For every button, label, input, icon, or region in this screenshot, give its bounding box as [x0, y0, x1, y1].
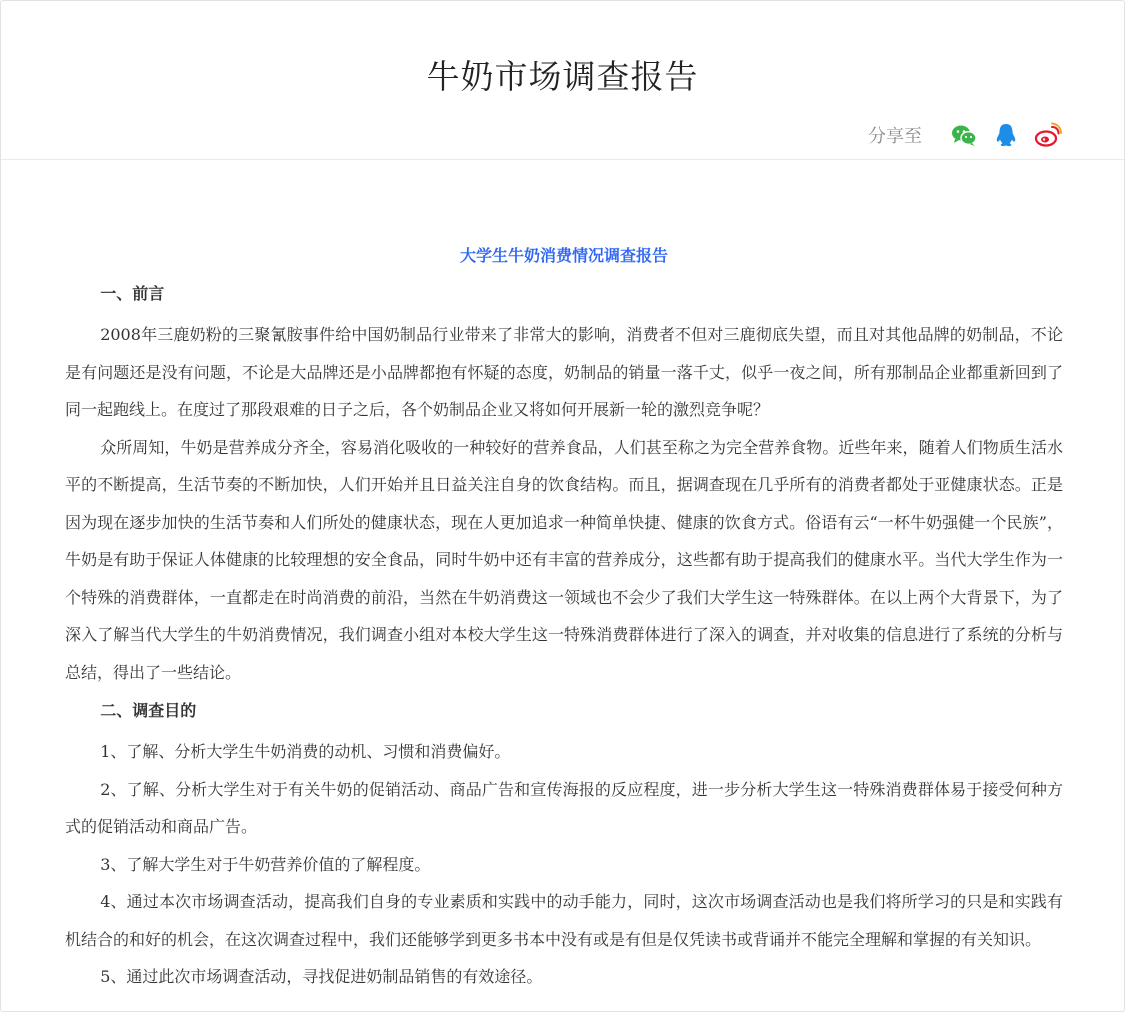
paragraph: 众所周知，牛奶是营养成分齐全，容易消化吸收的一种较好的营养食品，人们甚至称之为完全营养食物。近些年来，随着人们物质生活水平的不断提高，生活节奏的不断加快，人们开始并且日益关注自身的饮食结构。而且，据调查现在几乎所有的消费者都处于亚健康状态。正是因为现在逐步加快的生活节奏和人们所处的健康状态，现在人更加追求一种简单快捷、健康的饮食方式。俗语有云“一杯牛奶强健一个民族”，牛奶是有助于保证人体健康的比较理想的安全食品，同时牛奶中还有丰富的营养成分，这些都有助于提高我们的健康水平。当代大学生作为一个特殊的消费群体，一直都走在时尚消费的前沿，当然在牛奶消费这一领域也不会少了我们大学生这一特殊群体。在以上两个大背景下，为了深入了解当代大学生的牛奶消费情况，我们调查小组对本校大学生这一特殊消费群体进行了深入的调查，并对收集的信息进行了系统的分析与总结，得出了一些结论。 — [65, 437, 1063, 682]
paragraph: 3、了解大学生对于牛奶营养价值的了解程度。 — [100, 854, 431, 874]
section-heading-purpose: 二、调查目的 — [100, 701, 197, 720]
article-body — [65, 241, 1063, 996]
paragraph: 2、了解、分析大学生对于有关牛奶的促销活动、商品广告和宣传海报的反应程度，进一步分析大学生这一特殊消费群体易于接受何种方式的促销活动和商品广告。 — [65, 779, 1063, 836]
wechat-icon[interactable] — [950, 121, 978, 149]
document-title: 大学生牛奶消费情况调查报告 — [459, 246, 668, 265]
article-header — [1, 1, 1124, 160]
share-bar — [868, 121, 1062, 149]
paragraph: 5、通过此次市场调查活动，寻找促进奶制品销售的有效途径。 — [100, 967, 543, 986]
section-heading-preface: 一、前言 — [100, 284, 165, 303]
page-title: 牛奶市场调查报告 — [426, 57, 699, 96]
paragraph: 1、了解、分析大学生牛奶消费的动机、习惯和消费偏好。 — [100, 742, 511, 761]
weibo-icon[interactable] — [1034, 121, 1062, 149]
paragraph: 2008年三鹿奶粉的三聚氰胺事件给中国奶制品行业带来了非常大的影响，消费者不但对三鹿彻底失望，而且对其他品牌的奶制品，不论是有问题还是没有问题，不论是大品牌还是小品牌都抱有怀疑的态度，奶制品的销量一落千丈，似乎一夜之间，所有那制品企业都重新回到了同一起跑线上。在度过了那段艰难的日子之后，各个奶制品企业又将如何开展新一轮的激烈竞争呢？ — [65, 325, 1063, 419]
share-label: 分享至 — [868, 126, 922, 147]
paragraph: 4、通过本次市场调查活动，提高我们自身的专业素质和实践中的动手能力，同时，这次市场调查活动也是我们将所学习的只是和实践有机结合的和好的机会，在这次调查过程中，我们还能够学到更多书本中没有或是有但是仅凭读书或背诵并不能完全理解和掌握的有关知识。 — [65, 892, 1063, 949]
qq-icon[interactable] — [992, 121, 1020, 149]
